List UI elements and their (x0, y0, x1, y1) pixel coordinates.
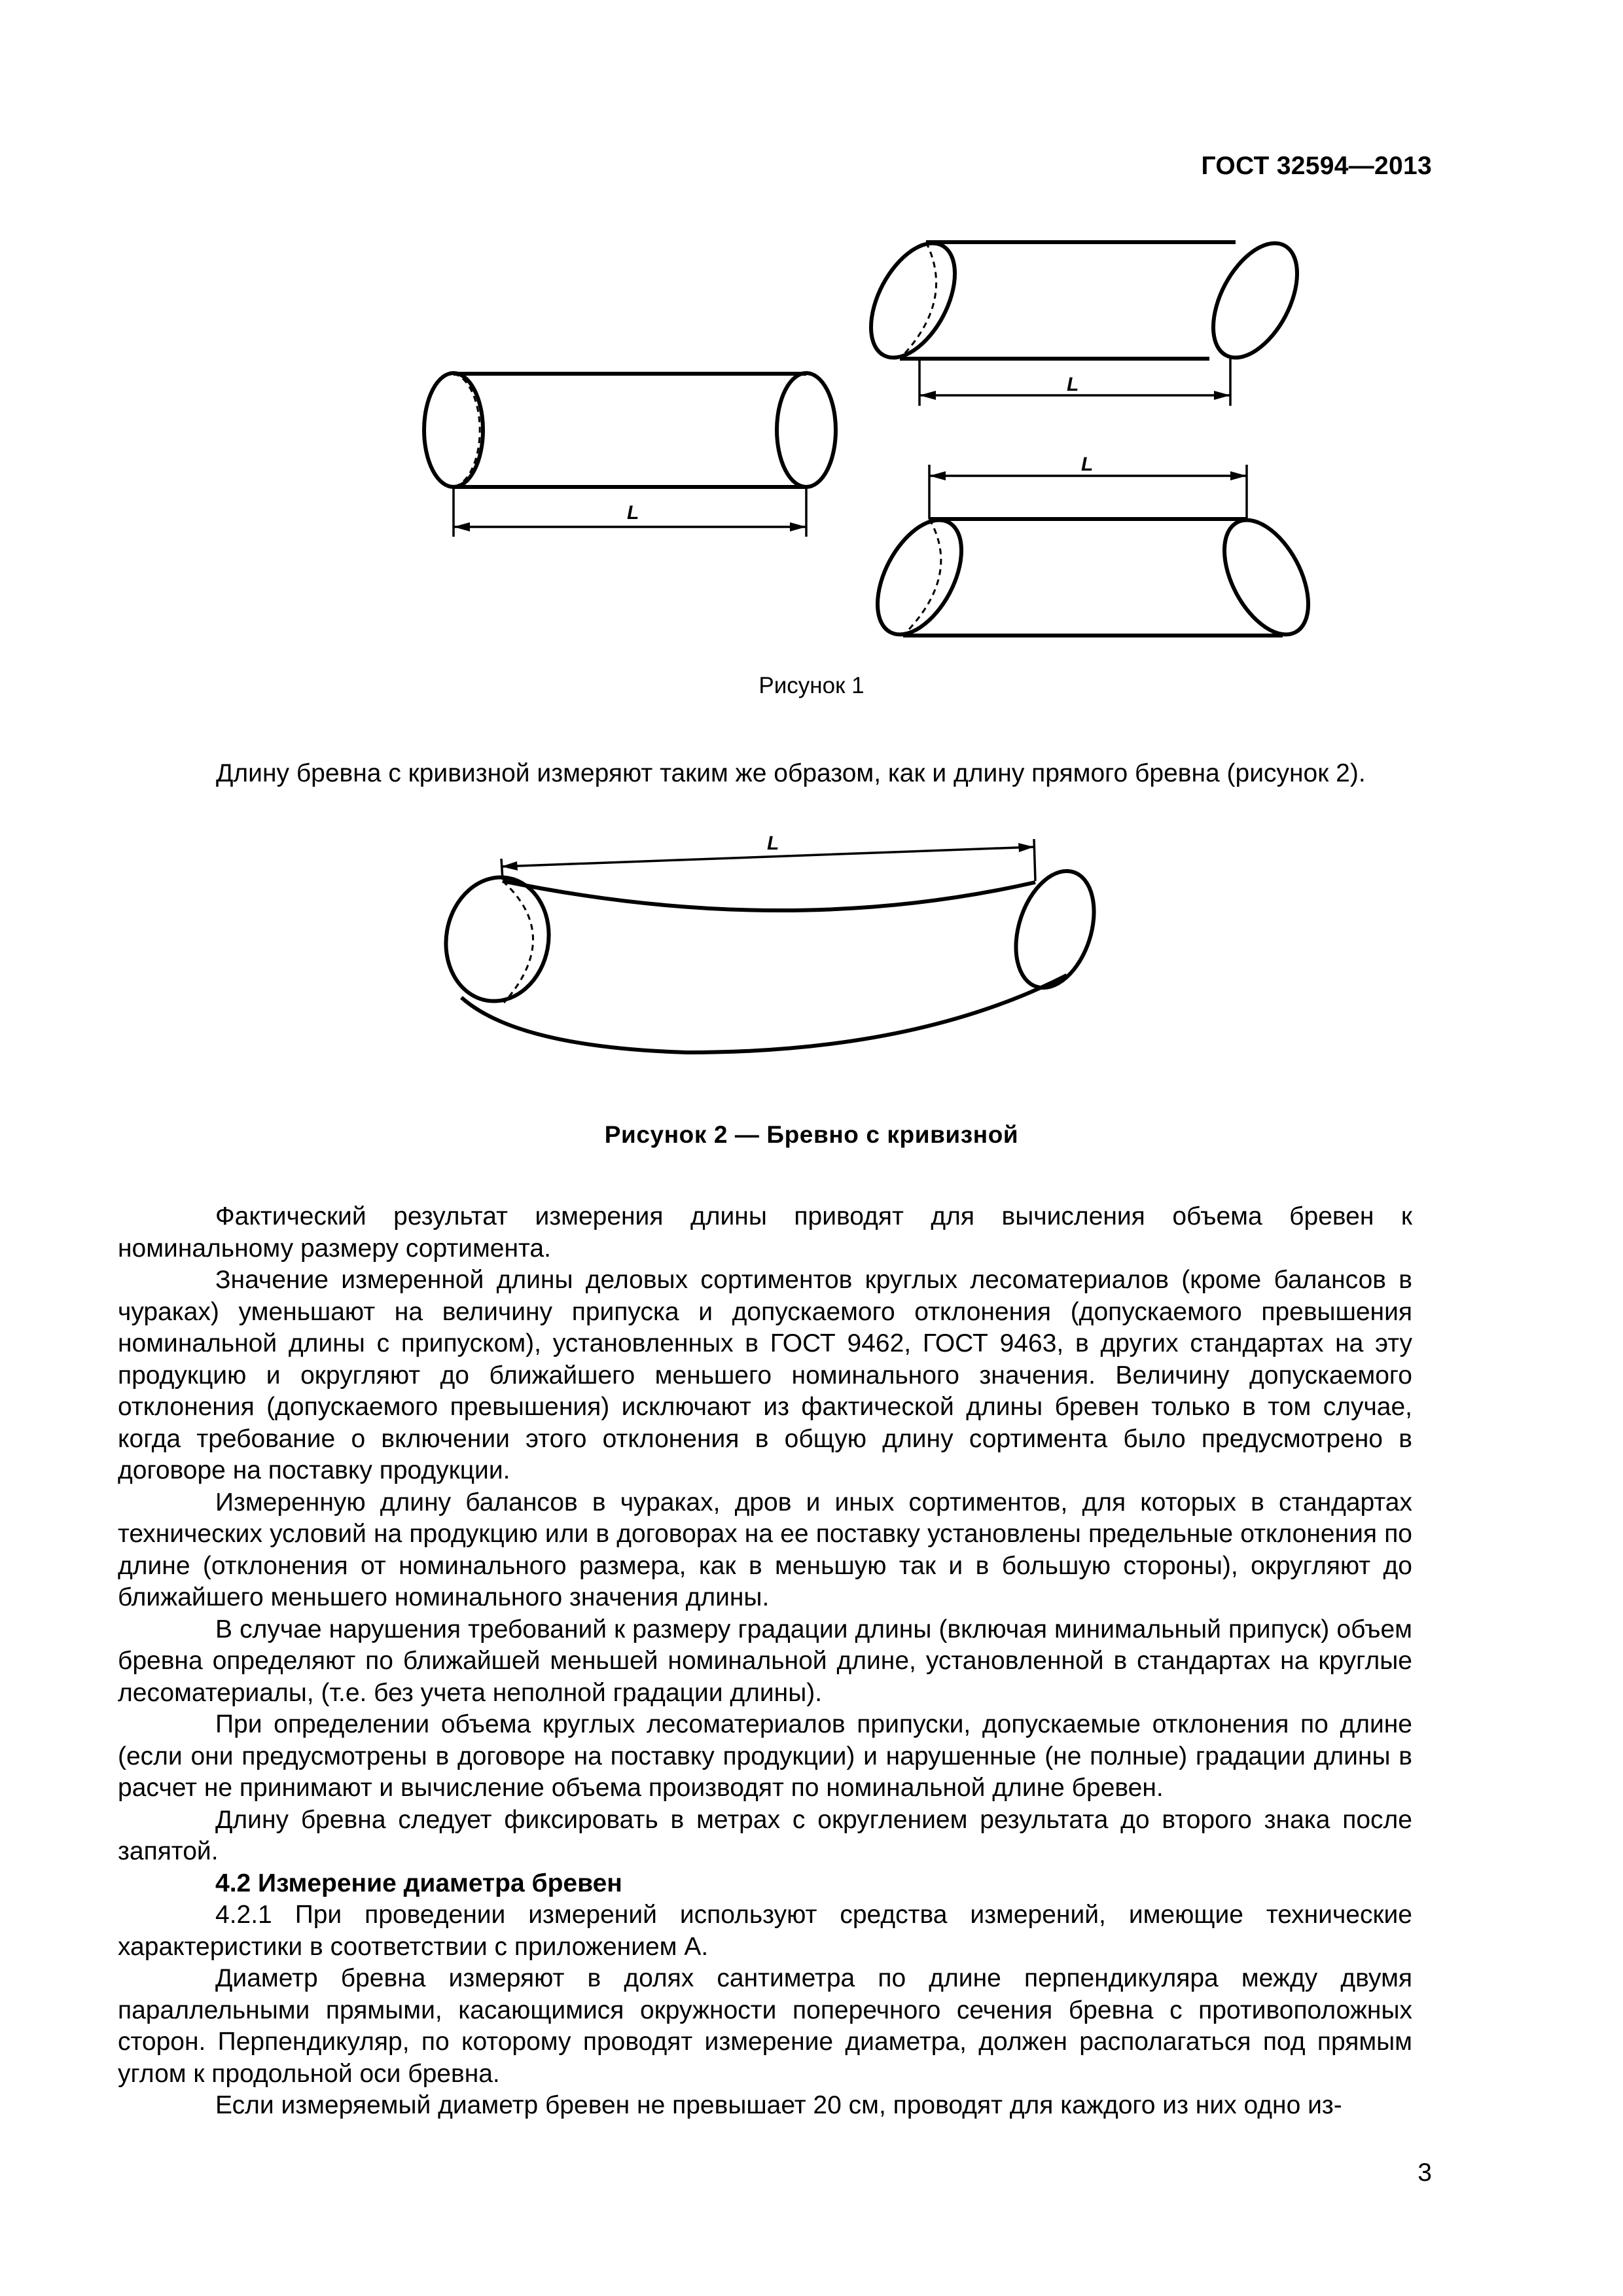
paragraph-5: При определении объема круглых лесоматериалов припуски, допускаемые отклонения по длине (если они предусмотрены в договоре на поставку продукции) и нарушенные (не полные) градации длины в расчет не принимают и вычисление объема производят по номинальной длине бревен. (118, 1710, 1412, 1802)
curved-log (437, 861, 1108, 1052)
paragraph-7: 4.2.1 При проведении измерений используют средства измерений, имеющие технические характеристики в соответствии с приложением А. (118, 1901, 1412, 1961)
intro-sentence: Длину бревна с кривизной измеряют таким же образом, как и длину прямого бревна (рисунок 2). (216, 759, 1366, 787)
document-code: ГОСТ 32594—2013 (1201, 152, 1432, 180)
paragraph-1: Фактический результат измерения длины приводят для вычисления объема бревен к номинальному размеру сортимента. (118, 1202, 1412, 1263)
main-body (118, 1201, 1412, 2122)
dimension-label-top-right: L (1067, 374, 1079, 395)
paragraph-3: Измеренную длину балансов в чураках, дров и иных сортиментов, для которых в стандартах технических условий на продукцию или в договорах на ее поставку установлены предельные отклонения по длине (отклонения от номинального размера, как в меньшую так и в большую стороны), округляют до ближайшего меньшего номинального значения длины. (118, 1488, 1412, 1611)
paragraph-8: Диаметр бревна измеряют в долях сантиметра по длине перпендикуляра между двумя параллельными прямыми, касающимися окружности поперечного сечения бревна с противоположных сторон. Перпендикуляр, по которому проводят измерение диаметра, должен располагаться под прямым углом к продольной оси бревна. (118, 1964, 1412, 2088)
paragraph-6: Длину бревна следует фиксировать в метрах с округлением результата до второго знака после запятой. (118, 1805, 1412, 1865)
figure-2-caption: Рисунок 2 — Бревно с кривизной (604, 1121, 1019, 1148)
section-heading: 4.2 Измерение диаметра бревен (215, 1869, 622, 1897)
oblique-log-top (853, 230, 1314, 372)
dimension-label-left: L (627, 502, 639, 524)
figure-1-caption: Рисунок 1 (758, 673, 865, 698)
intro-sentence-block (118, 758, 1412, 790)
oblique-log-bottom (860, 507, 1325, 649)
figure-2-drawing (0, 812, 1623, 1100)
paragraph-9: Если измеряемый диаметр бревен не превышает 20 см, проводят для каждого из них одно из- (215, 2091, 1342, 2119)
dimension-label-bottom-right: L (1081, 454, 1094, 475)
paragraph-4: В случае нарушения требований к размеру градации длины (включая минимальный припуск) объем бревна определяют по ближайшей меньшей номинальной длине, установленной в стандартах на круглые лесоматериалы, (т.е. без учета неполной градации длины). (118, 1615, 1412, 1707)
figure-1-drawing (0, 0, 1623, 655)
paragraph-2: Значение измеренной длины деловых сортиментов круглых лесоматериалов (кроме балансов в чураках) уменьшают на величину припуска и допускаемого отклонения (допускаемого превышения номинальной длины с припуском), установленных в ГОСТ 9462, ГОСТ 9463, в других стандартах на эту продукцию и округляют до ближайшего меньшего номинального значения. Величину допускаемого отклонения (допускаемого превышения) исключают из фактической длины бревен только в том случае, когда требование о включении этого отклонения в общую длину сортимента было предусмотрено в договоре на поставку продукции. (118, 1266, 1412, 1484)
straight-log (424, 373, 836, 487)
page-number: 3 (1418, 2159, 1432, 2187)
dimension-label-figure-2: L (767, 833, 779, 854)
